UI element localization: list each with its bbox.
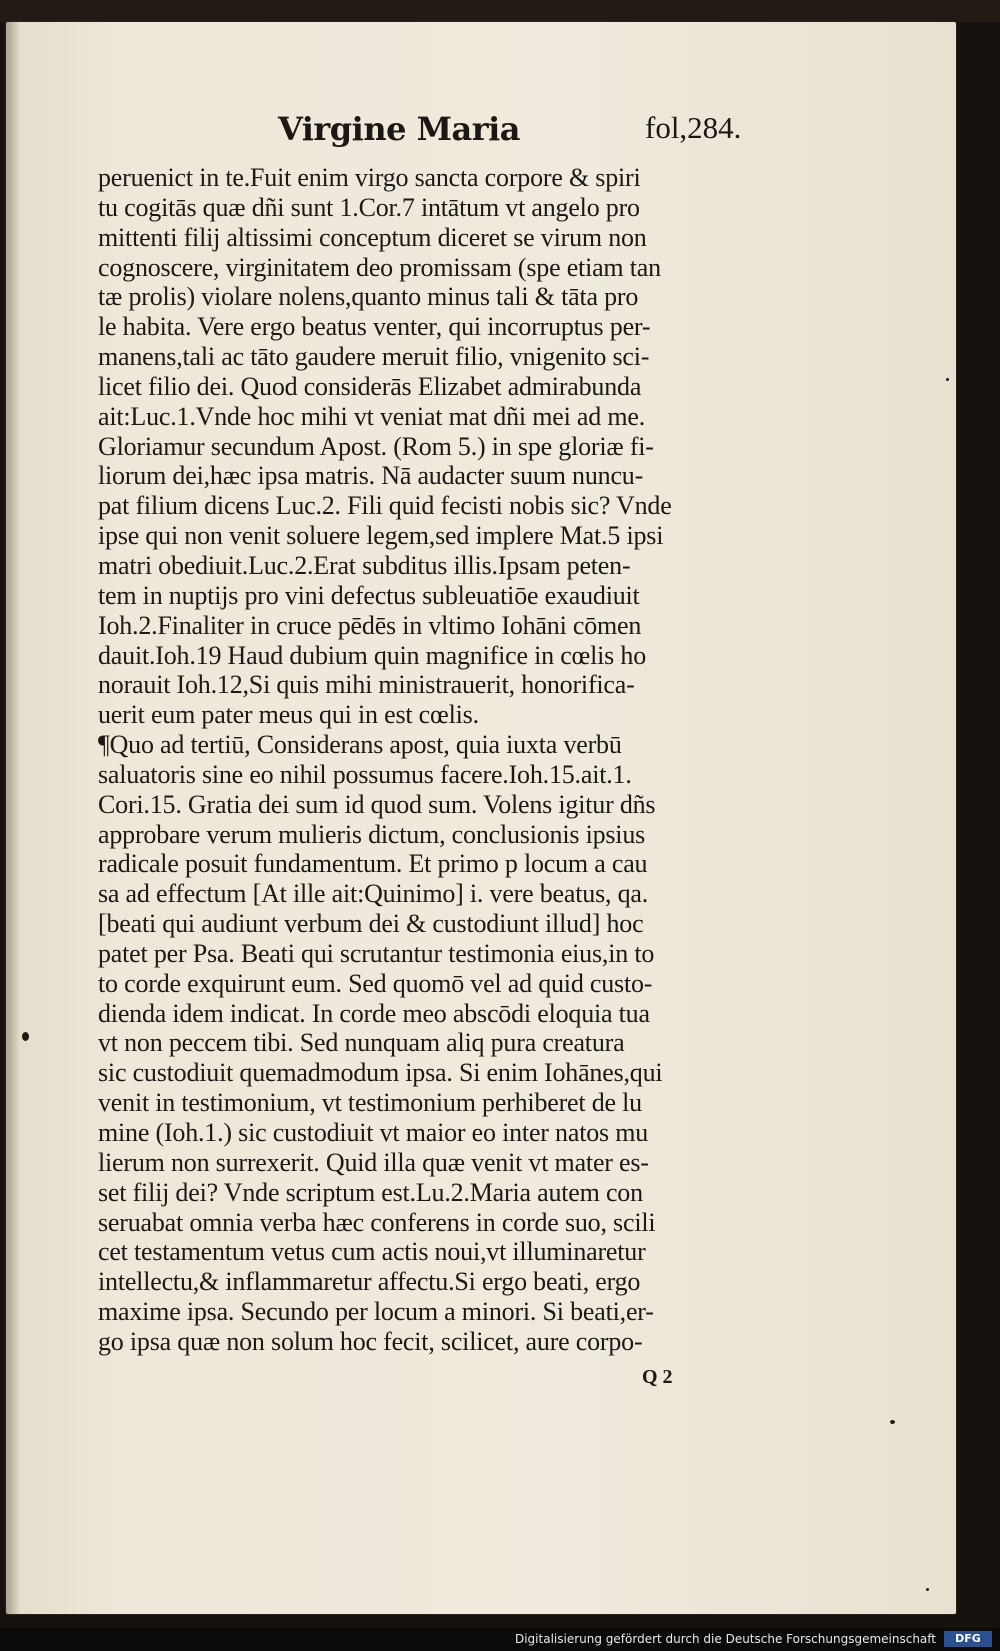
text-line: matri obediuit.Luc.2.Erat subditus illis.Ipsam peten- <box>98 550 631 580</box>
text-line: dauit.Ioh.19 Haud dubium quin magnifice in cœlis ho <box>98 640 646 670</box>
text-line: venit in testimonium, vt testimonium perhiberet de lu <box>98 1088 642 1118</box>
text-line: pat filium dicens Luc.2. Fili quid fecisti nobis sic? Vnde <box>98 491 672 521</box>
signature-mark: Q 2 <box>642 1366 673 1388</box>
text-line: dienda idem indicat. In corde meo abscōdi eloquia tua <box>98 998 650 1028</box>
ink-speck <box>22 1032 29 1041</box>
scan-top-edge <box>0 0 1000 22</box>
text-line: seruabat omnia verba hæc conferens in corde suo, scili <box>98 1207 656 1237</box>
text-line: Gloriamur secundum Apost. (Rom 5.) in spe gloriæ fi- <box>98 431 654 461</box>
text-line: cet testamentum vetus cum actis noui,vt illuminaretur <box>98 1237 646 1267</box>
text-line: ipse qui non venit soluere legem,sed implere Mat.5 ipsi <box>98 521 664 551</box>
text-line: Cori.15. Gratia dei sum id quod sum. Volens igitur dñs <box>98 789 656 819</box>
text-line: vt non peccem tibi. Sed nunquam aliq pura creatura <box>98 1028 625 1058</box>
ink-speck <box>946 378 949 381</box>
text-line: to corde exquirunt eum. Sed quomō vel ad quid custo- <box>98 968 653 998</box>
text-line: approbare verum mulieris dictum, conclusionis ipsius <box>98 819 646 849</box>
dfg-logo-badge: DFG <box>944 1631 992 1647</box>
text-line: sic custodiuit quemadmodum ipsa. Si enim Iohānes,qui <box>98 1058 663 1088</box>
running-title: Virgine Maria <box>278 110 520 148</box>
text-line: liorum dei,hæc ipsa matris. Nā audacter suum nuncu- <box>98 461 644 491</box>
footer-bar <box>0 1628 1000 1651</box>
text-line: mittenti filij altissimi conceptum diceret se virum non <box>98 222 647 252</box>
ink-speck <box>890 1420 895 1424</box>
text-line: go ipsa quæ non solum hoc fecit, scilicet, aure corpo- <box>98 1326 643 1356</box>
running-head <box>0 110 962 150</box>
text-line: tem in nuptijs pro vini defectus subleuatiōe exaudiuit <box>98 580 640 610</box>
text-line: uerit eum pater meus qui in est cœlis. <box>98 700 479 730</box>
text-line: set filij dei? Vnde scriptum est.Lu.2.Maria autem con <box>98 1177 643 1207</box>
text-line: maxime ipsa. Secundo per locum a minori. Si beati,er- <box>98 1297 654 1327</box>
text-line: Ioh.2.Finaliter in cruce pēdēs in vltimo Iohāni cōmen <box>98 610 642 640</box>
funding-credit: Digitalisierung gefördert durch die Deutsche Forschungsgemeinschaft <box>514 1632 936 1646</box>
text-line: manens,tali ac tāto gaudere meruit filio, vnigenito sci- <box>98 342 650 372</box>
text-line: patet per Psa. Beati qui scrutantur testimonia eius,in to <box>98 938 655 968</box>
text-line: cognoscere, virginitatem deo promissam (spe etiam tan <box>98 252 661 282</box>
text-line: tu cogitās quæ dñi sunt 1.Cor.7 intātum vt angelo pro <box>98 192 640 222</box>
text-line: norauit Ioh.12,Si quis mihi ministrauerit, honorifica- <box>98 670 635 700</box>
text-line: peruenict in te.Fuit enim virgo sancta corpore & spiri <box>98 163 641 192</box>
text-line: le habita. Vere ergo beatus venter, qui incorruptus per- <box>98 312 651 342</box>
text-line: lierum non surrexerit. Quid illa quæ venit vt mater es- <box>98 1147 649 1177</box>
spine-shadow <box>6 22 20 1614</box>
text-line: saluatoris sine eo nihil possumus facere.Ioh.15.ait.1. <box>98 759 632 789</box>
body-text <box>98 163 778 1357</box>
text-line: mine (Ioh.1.) sic custodiuit vt maior eo inter natos mu <box>98 1118 649 1147</box>
text-line: tæ prolis) violare nolens,quanto minus tali & tāta pro <box>98 282 639 312</box>
ink-speck <box>926 1588 929 1591</box>
text-line: ¶Quo ad tertiū, Considerans apost, quia iuxta verbū <box>98 730 622 760</box>
text-line: [beati qui audiunt verbum dei & custodiunt illud] hoc <box>98 909 644 939</box>
folio-number: fol,284. <box>645 110 742 145</box>
text-line: ait:Luc.1.Vnde hoc mihi vt veniat mat dñi mei ad me. <box>98 401 646 431</box>
text-line: radicale posuit fundamentum. Et primo p locum a cau <box>98 849 648 879</box>
text-line: intellectu,& inflammaretur affectu.Si ergo beati, ergo <box>98 1267 641 1297</box>
text-line: sa ad effectum [At ille ait:Quinimo] i. vere beatus, qa. <box>98 879 649 909</box>
text-line: licet filio dei. Quod considerās Elizabet admirabunda <box>98 371 642 401</box>
